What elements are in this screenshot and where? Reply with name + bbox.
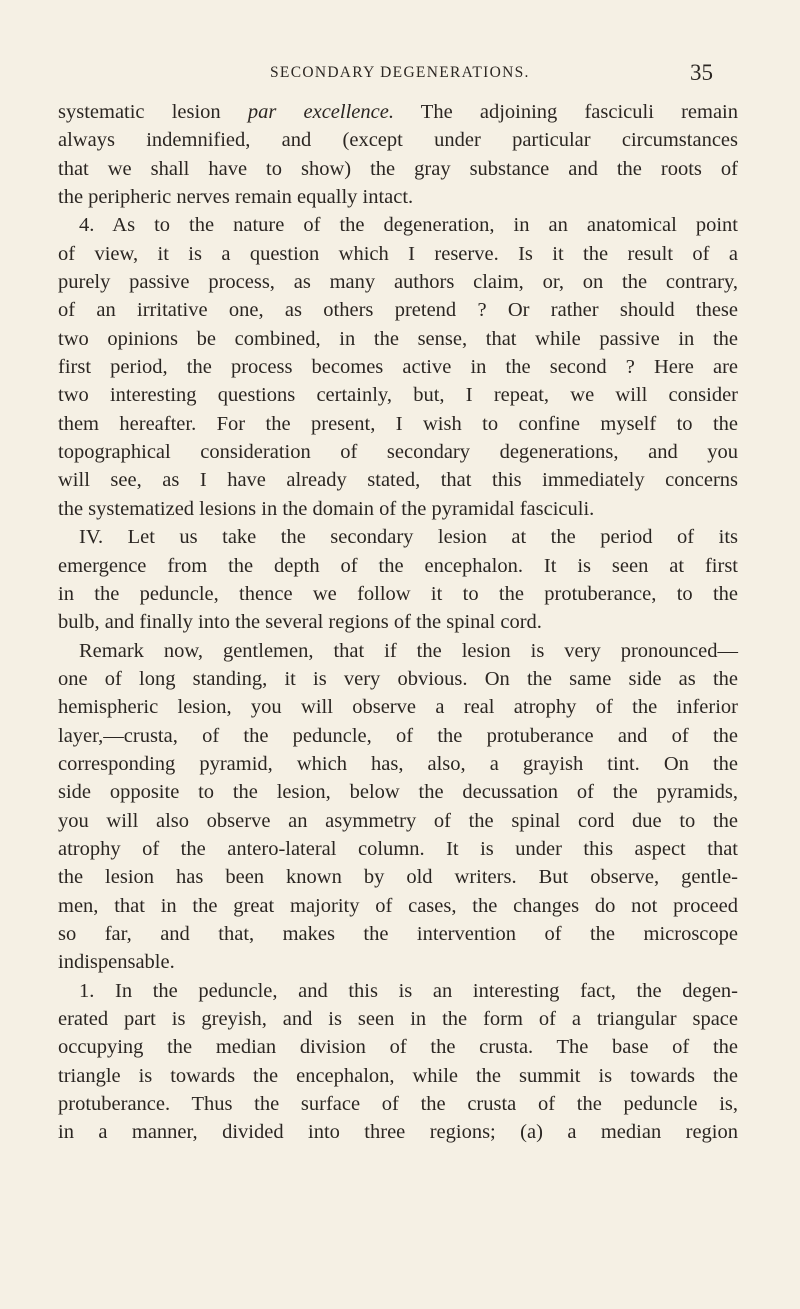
text-line: indispensable. (58, 951, 175, 974)
text-line: of an irritative one, as others pretend ? Or rather should these (58, 299, 738, 322)
text-line: emergence from the depth of the encephalon. It is seen at first (58, 554, 738, 577)
text-line: layer,—crusta, of the peduncle, of the protuberance and of the (58, 724, 738, 747)
page-number: 35 (690, 60, 713, 85)
text-line: the systematized lesions in the domain of the pyramidal fasciculi. (58, 497, 595, 520)
text-line: of view, it is a question which I reserve. Is it the result of a (58, 242, 738, 265)
text-line: two opinions be combined, in the sense, that while passive in the (58, 327, 738, 350)
text-line: the peripheric nerves remain equally intact. (58, 186, 414, 209)
text-line: will see, as I have already stated, that this immediately concerns (58, 469, 738, 492)
text-line: topographical consideration of secondary degenerations, and you (58, 441, 738, 464)
text-line: them hereafter. For the present, I wish to confine myself to the (58, 412, 738, 435)
text-line: atrophy of the antero-lateral column. It is under this aspect that (58, 837, 738, 860)
paragraph-start-line: Remark now, gentlemen, that if the lesion is very pronounced— (79, 639, 738, 662)
text-line: corresponding pyramid, which has, also, a grayish tint. On the (58, 752, 738, 775)
italic-phrase: par excellence. (247, 101, 394, 123)
text-line: erated part is greyish, and is seen in the form of a triangular space (58, 1008, 738, 1030)
text-line: occupying the median division of the crusta. The base of the (58, 1036, 738, 1059)
text-line: men, that in the great majority of cases, the changes do not proceed (58, 894, 738, 917)
text-line: bulb, and finally into the several regions of the spinal cord. (58, 611, 542, 634)
text-line: so far, and that, makes the intervention of the microscope (58, 922, 738, 945)
paragraph-start-line: 4. As to the nature of the degeneration, in an anatomical point (79, 214, 738, 237)
text-line: always indemnified, and (except under particular circumstances (58, 129, 738, 152)
paragraph-start-line: 1. In the peduncle, and this is an interesting fact, the degen- (79, 979, 738, 1002)
text-line: hemispheric lesion, you will observe a real atrophy of the inferior (58, 696, 738, 719)
running-head-title: SECONDARY DEGENERATIONS. (270, 64, 530, 81)
text-line: side opposite to the lesion, below the decussation of the pyramids, (58, 781, 738, 804)
text-line: one of long standing, it is very obvious. On the same side as the (58, 667, 738, 690)
text-line: purely passive process, as many authors claim, or, on the contrary, (58, 271, 738, 294)
text-line: protuberance. Thus the surface of the crusta of the peduncle is, (58, 1093, 738, 1116)
text-line: in a manner, divided into three regions; (a) a median region (58, 1121, 738, 1144)
running-head (0, 62, 800, 92)
text-line: first period, the process becomes active in the second ? Here are (58, 356, 738, 379)
text-line: the lesion has been known by old writers. But observe, gentle- (58, 866, 738, 889)
text-line: in the peduncle, thence we follow it to the protuberance, to the (58, 582, 738, 605)
text-line: two interesting questions certainly, but, I repeat, we will consider (58, 384, 738, 407)
text-line: that we shall have to show) the gray substance and the roots of (58, 157, 738, 180)
text-line: systematic lesion par excellence. The adjoining fasciculi remain (58, 101, 738, 123)
text-line: you will also observe an asymmetry of the spinal cord due to the (58, 809, 738, 832)
body-text (58, 98, 738, 1147)
paragraph-start-line: IV. Let us take the secondary lesion at the period of its (79, 526, 738, 549)
text-line: triangle is towards the encephalon, while the summit is towards the (58, 1064, 738, 1087)
